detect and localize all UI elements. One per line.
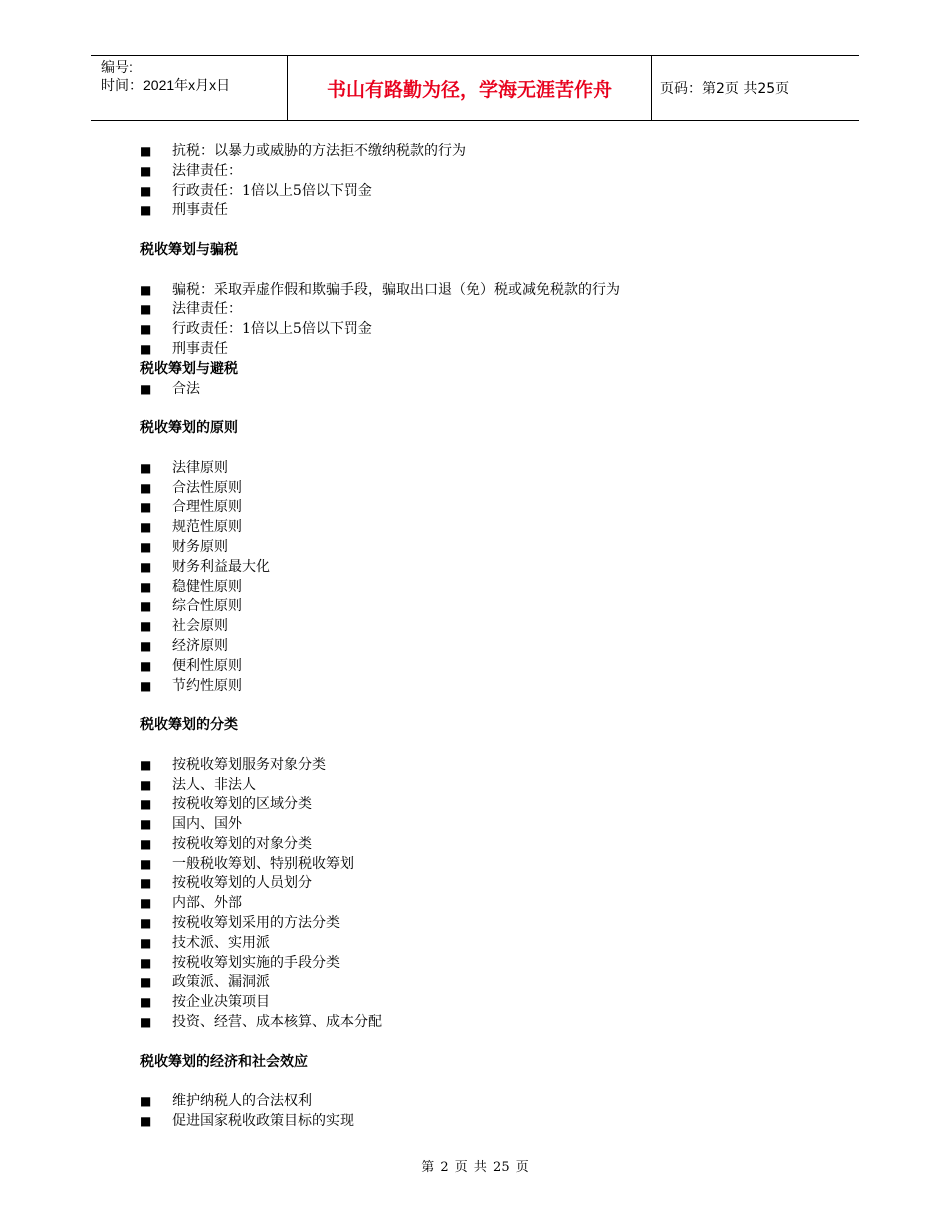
time-label: 时间：2021年x月x日 — [101, 77, 231, 93]
square-bullet-icon: ■ — [140, 1094, 152, 1109]
square-bullet-icon: ■ — [140, 817, 152, 832]
square-bullet-icon: ■ — [140, 183, 152, 198]
list-item — [140, 578, 860, 598]
list-item-text: 国内、国外 — [172, 816, 242, 833]
list-item — [140, 756, 860, 776]
list-item-text: 技术派、实用派 — [172, 934, 270, 951]
square-bullet-icon: ■ — [140, 322, 152, 337]
list-item-text: 经济原则 — [172, 637, 228, 654]
square-bullet-icon: ■ — [140, 579, 152, 594]
header-page-info: 页码：第2页 共25页 — [660, 81, 790, 97]
list-item — [140, 934, 860, 954]
list-item — [140, 518, 860, 538]
list-item-text: 合法性原则 — [172, 479, 242, 496]
square-bullet-icon: ■ — [140, 797, 152, 812]
square-bullet-icon: ■ — [140, 539, 152, 554]
list-item-text: 按税收筹划的区域分类 — [172, 796, 312, 813]
list-item — [140, 657, 860, 677]
list-item — [140, 874, 860, 894]
list-item-text: 稳健性原则 — [172, 578, 242, 595]
list-item-text: 一般税收筹划、特别税收筹划 — [172, 855, 354, 872]
list-item-text: 刑事责任 — [172, 340, 228, 357]
list-item-text: 投资、经营、成本核算、成本分配 — [172, 1014, 382, 1031]
list-item-text: 合法 — [172, 380, 200, 397]
section-heading: 税收筹划的分类 — [140, 717, 238, 734]
square-bullet-icon: ■ — [140, 836, 152, 851]
square-bullet-icon: ■ — [140, 341, 152, 356]
square-bullet-icon: ■ — [140, 381, 152, 396]
spacer — [140, 439, 860, 459]
list-item-text: 便利性原则 — [172, 657, 242, 674]
square-bullet-icon: ■ — [140, 876, 152, 891]
list-item-text: 节约性原则 — [172, 677, 242, 694]
spacer — [140, 696, 860, 716]
list-item — [140, 201, 860, 221]
list-item-text: 规范性原则 — [172, 519, 242, 536]
list-item — [140, 479, 860, 499]
list-item — [140, 914, 860, 934]
square-bullet-icon: ■ — [140, 777, 152, 792]
list-item-text: 社会原则 — [172, 618, 228, 635]
list-item — [140, 795, 860, 815]
list-item — [140, 973, 860, 993]
list-item — [140, 380, 860, 400]
square-bullet-icon: ■ — [140, 282, 152, 297]
list-item-text: 法人、非法人 — [172, 776, 256, 793]
page-footer: 第 2 页 共 25 页 — [421, 1160, 529, 1175]
square-bullet-icon: ■ — [140, 1015, 152, 1030]
list-item-text: 按税收筹划的对象分类 — [172, 835, 312, 852]
list-item — [140, 894, 860, 914]
spacer — [140, 1072, 860, 1092]
square-bullet-icon: ■ — [140, 975, 152, 990]
list-item-text: 按税收筹划采用的方法分类 — [172, 915, 340, 932]
list-item — [140, 1092, 860, 1112]
list-item — [140, 776, 860, 796]
square-bullet-icon: ■ — [140, 955, 152, 970]
list-item-text: 按企业决策项目 — [172, 994, 270, 1011]
square-bullet-icon: ■ — [140, 302, 152, 317]
spacer — [140, 261, 860, 281]
square-bullet-icon: ■ — [140, 559, 152, 574]
code-label: 编号: — [101, 59, 133, 75]
square-bullet-icon: ■ — [140, 163, 152, 178]
section-heading: 税收筹划的经济和社会效应 — [140, 1053, 308, 1070]
square-bullet-icon: ■ — [140, 619, 152, 634]
header-motto: 书山有路勤为径，学海无涯苦作舟 — [287, 56, 652, 120]
section-heading: 税收筹划与避税 — [140, 360, 238, 377]
list-item-text: 促进国家税收政策目标的实现 — [172, 1113, 354, 1130]
list-item-text: 财务利益最大化 — [172, 558, 270, 575]
spacer — [140, 736, 860, 756]
list-item — [140, 281, 860, 301]
list-item-text: 抗税：以暴力或威胁的方法拒不缴纳税款的行为 — [172, 143, 466, 159]
square-bullet-icon: ■ — [140, 678, 152, 693]
list-item — [140, 617, 860, 637]
square-bullet-icon: ■ — [140, 995, 152, 1010]
square-bullet-icon: ■ — [140, 856, 152, 871]
list-item-text: 法律责任： — [172, 162, 242, 179]
list-item-text: 内部、外部 — [172, 895, 242, 912]
section-heading: 税收筹划与骗税 — [140, 241, 238, 258]
spacer — [140, 221, 860, 241]
list-item — [140, 835, 860, 855]
square-bullet-icon: ■ — [140, 500, 152, 515]
list-item-text: 骗税：采取弄虚作假和欺骗手段，骗取出口退（免）税或减免税款的行为 — [172, 281, 620, 298]
list-item — [140, 637, 860, 657]
list-item — [140, 300, 860, 320]
list-item-text: 综合性原则 — [172, 598, 242, 615]
square-bullet-icon: ■ — [140, 480, 152, 495]
list-item — [140, 142, 860, 162]
square-bullet-icon: ■ — [140, 658, 152, 673]
spacer — [140, 1033, 860, 1053]
list-item-text: 行政责任：1倍以上5倍以下罚金 — [172, 321, 372, 338]
page-header — [91, 55, 859, 121]
list-item — [140, 340, 860, 360]
square-bullet-icon: ■ — [140, 935, 152, 950]
list-item-text: 法律责任： — [172, 301, 242, 318]
list-item — [140, 815, 860, 835]
square-bullet-icon: ■ — [140, 1114, 152, 1129]
list-item-text: 按税收筹划实施的手段分类 — [172, 954, 340, 971]
square-bullet-icon: ■ — [140, 638, 152, 653]
list-item — [140, 459, 860, 479]
document-body — [140, 142, 860, 1132]
list-item — [140, 162, 860, 182]
list-item — [140, 677, 860, 697]
list-item-text: 合理性原则 — [172, 499, 242, 516]
list-item-text: 按税收筹划服务对象分类 — [172, 756, 326, 773]
list-item-text: 法律原则 — [172, 459, 228, 476]
square-bullet-icon: ■ — [140, 203, 152, 218]
list-item-text: 按税收筹划的人员划分 — [172, 875, 312, 892]
list-item-text: 政策派、漏洞派 — [172, 974, 270, 991]
list-item — [140, 954, 860, 974]
square-bullet-icon: ■ — [140, 896, 152, 911]
list-item — [140, 1013, 860, 1033]
section-heading: 税收筹划的原则 — [140, 420, 238, 437]
header-meta — [91, 56, 287, 120]
list-item-text: 财务原则 — [172, 538, 228, 555]
square-bullet-icon: ■ — [140, 520, 152, 535]
square-bullet-icon: ■ — [140, 757, 152, 772]
list-item — [140, 597, 860, 617]
list-item-text: 行政责任：1倍以上5倍以下罚金 — [172, 182, 372, 199]
square-bullet-icon: ■ — [140, 460, 152, 475]
list-item — [140, 320, 860, 340]
list-item-text: 刑事责任 — [172, 202, 228, 219]
square-bullet-icon: ■ — [140, 916, 152, 931]
list-item — [140, 538, 860, 558]
list-item — [140, 558, 860, 578]
spacer — [140, 399, 860, 419]
list-item — [140, 855, 860, 875]
list-item — [140, 1112, 860, 1132]
square-bullet-icon: ■ — [140, 599, 152, 614]
list-item — [140, 993, 860, 1013]
list-item — [140, 498, 860, 518]
list-item-text: 维护纳税人的合法权利 — [172, 1093, 312, 1110]
list-item — [140, 182, 860, 202]
square-bullet-icon: ■ — [140, 144, 152, 158]
